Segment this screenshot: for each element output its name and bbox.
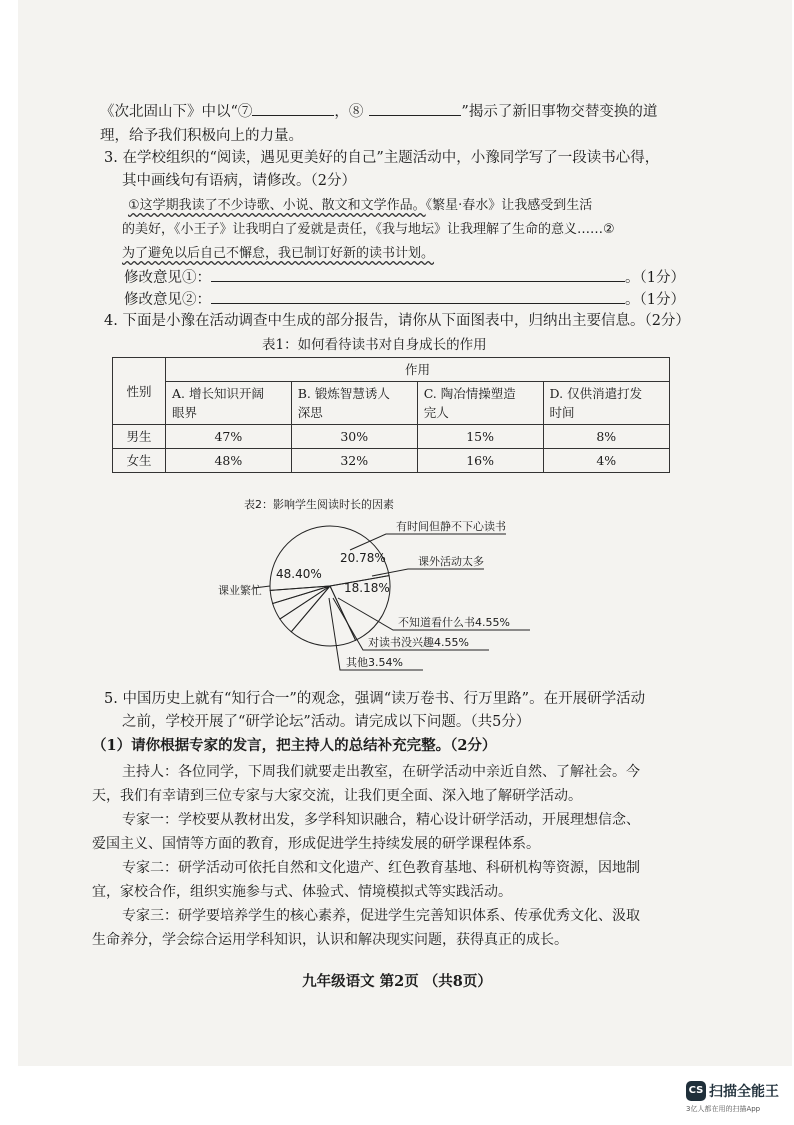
table-cell: 30% bbox=[291, 425, 417, 449]
q2-suffix: ”揭示了新旧事物交替变换的道 bbox=[461, 104, 658, 120]
q4-prompt: 4. 下面是小豫在活动调查中生成的部分报告，请你从下面图表中，归纳出主要信息。（2分） bbox=[104, 313, 690, 329]
q3-passage-line3 bbox=[122, 244, 434, 264]
pie-slice-label: 18.18% bbox=[344, 581, 390, 595]
q5-prompt-line2: 之前，学校开展了“研学论坛”活动。请完成以下问题。（共5分） bbox=[122, 714, 531, 730]
pie-slice-label: 20.78% bbox=[340, 551, 386, 565]
table-cell: 16% bbox=[417, 449, 543, 473]
scanner-name: 扫描全能王 bbox=[709, 1083, 779, 1100]
table-cell: 48% bbox=[166, 449, 292, 473]
row-label-female: 女生 bbox=[113, 449, 166, 473]
expert2-line1: 专家二：研学活动可依托自然和文化遗产、红色教育基地、科研机构等资源，因地制 bbox=[122, 860, 640, 876]
fix2-score: 。（1分） bbox=[625, 292, 685, 308]
fix1-score: 。（1分） bbox=[625, 270, 685, 286]
host-line1: 主持人：各位同学，下周我们就要走出教室，在研学活动中亲近自然、了解社会。今 bbox=[122, 764, 640, 780]
q3-passage-line1 bbox=[128, 196, 592, 216]
fix2-label: 修改意见②： bbox=[124, 292, 211, 308]
q3-fix2 bbox=[124, 289, 685, 310]
blank-7[interactable] bbox=[252, 101, 334, 116]
table1-col-a: A. 增长知识开阔 眼界 bbox=[166, 382, 292, 425]
page-footer: 九年级语文 第2页 （共8页） bbox=[302, 973, 492, 990]
q2-sep: ，⑧ bbox=[334, 104, 364, 120]
table1-col-d: D. 仅供消遣打发 时间 bbox=[543, 382, 669, 425]
table1-header-gender: 性别 bbox=[113, 358, 166, 425]
pie-callout-label: 不知道看什么书4.55% bbox=[398, 616, 510, 629]
row-label-male: 男生 bbox=[113, 425, 166, 449]
pie-callout-label: 其他3.54% bbox=[346, 656, 403, 669]
expert1-line2: 爱国主义、国情等方面的教育，形成促进学生持续发展的研学课程体系。 bbox=[92, 836, 540, 852]
q5-prompt-line1: 5. 中国历史上就有“知行合一”的观念，强调“读万卷书、行万里路”。在开展研学活动 bbox=[104, 691, 646, 707]
q3-passage-line2: 的美好，《小王子》让我明白了爱就是责任，《我与地坛》让我理解了生命的意义……② bbox=[122, 222, 615, 237]
table-row bbox=[113, 449, 670, 473]
expert2-line2: 宜，家校合作，组织实施参与式、体验式、情境模拟式等实践活动。 bbox=[92, 884, 512, 900]
table-cell: 47% bbox=[166, 425, 292, 449]
table1-col-c: C. 陶冶情操塑造 完人 bbox=[417, 382, 543, 425]
q3-prompt-line1: 3. 在学校组织的“阅读，遇见更美好的自己”主题活动中，小豫同学写了一段读书心得， bbox=[104, 150, 660, 166]
q3-passage-1b: 《繁星·春水》让我感受到生活 bbox=[425, 198, 593, 213]
fix1-label: 修改意见①： bbox=[124, 270, 211, 286]
pie-callout-label: 课外活动太多 bbox=[418, 555, 484, 568]
pie-callout-label: 课业繁忙 bbox=[218, 584, 262, 597]
fix1-answer-blank[interactable] bbox=[211, 267, 625, 282]
table-cell: 4% bbox=[543, 449, 669, 473]
pie-chart bbox=[0, 490, 794, 690]
q3-prompt-line2: 其中画线句有语病，请修改。（2分） bbox=[122, 173, 356, 189]
expert3-line1: 专家三：研学要培养学生的核心素养，促进学生完善知识体系、传承优秀文化、汲取 bbox=[122, 908, 640, 924]
q3-underlined-sentence-2: 为了避免以后自己不懈怠，我已制订好新的读书计划。 bbox=[122, 246, 435, 261]
table1-title: 表1：如何看待读书对自身成长的作用 bbox=[262, 337, 487, 353]
table1 bbox=[112, 357, 670, 473]
pie-callout-label: 对读书没兴趣4.55% bbox=[368, 636, 469, 649]
table1-header-group: 作用 bbox=[166, 358, 670, 382]
table-row bbox=[113, 425, 670, 449]
pie-slice-label: 48.40% bbox=[276, 567, 322, 581]
host-line2: 天，我们有幸请到三位专家与大家交流，让我们更全面、深入地了解研学活动。 bbox=[92, 788, 582, 804]
table-cell: 8% bbox=[543, 425, 669, 449]
blank-8[interactable] bbox=[369, 101, 461, 116]
expert3-line2: 生命养分，学会综合运用学科知识，认识和解决现实问题，获得真正的成长。 bbox=[92, 932, 568, 948]
q5-sub1: （1）请你根据专家的发言，把主持人的总结补充完整。（2分） bbox=[92, 737, 497, 754]
q2-fill-line bbox=[100, 101, 657, 122]
expert1-line1: 专家一：学校要从教材出发，多学科知识融合，精心设计研学活动，开展理想信念、 bbox=[122, 812, 640, 828]
q2-line2: 理，给予我们积极向上的力量。 bbox=[100, 128, 303, 144]
q3-fix1 bbox=[124, 267, 685, 288]
table-cell: 15% bbox=[417, 425, 543, 449]
pie-leader-line bbox=[350, 534, 506, 550]
scanner-tagline: 3亿人都在用的扫描App bbox=[686, 1104, 761, 1113]
pie-callout-label: 有时间但静不下心读书 bbox=[396, 520, 506, 533]
q2-prefix: 《次北固山下》中以“⑦ bbox=[100, 104, 253, 120]
q3-underlined-sentence-1: ①这学期我读了不少诗歌、小说、散文和文学作品。 bbox=[128, 198, 426, 213]
pie-title: 表2：影响学生阅读时长的因素 bbox=[244, 498, 394, 511]
pie-slice bbox=[273, 586, 330, 619]
pie-slice bbox=[280, 586, 330, 632]
scanner-logo-icon: CS bbox=[686, 1081, 706, 1101]
table-cell: 32% bbox=[291, 449, 417, 473]
scanner-watermark bbox=[686, 1080, 779, 1114]
table1-col-b: B. 锻炼智慧诱人 深思 bbox=[291, 382, 417, 425]
fix2-answer-blank[interactable] bbox=[211, 289, 625, 304]
